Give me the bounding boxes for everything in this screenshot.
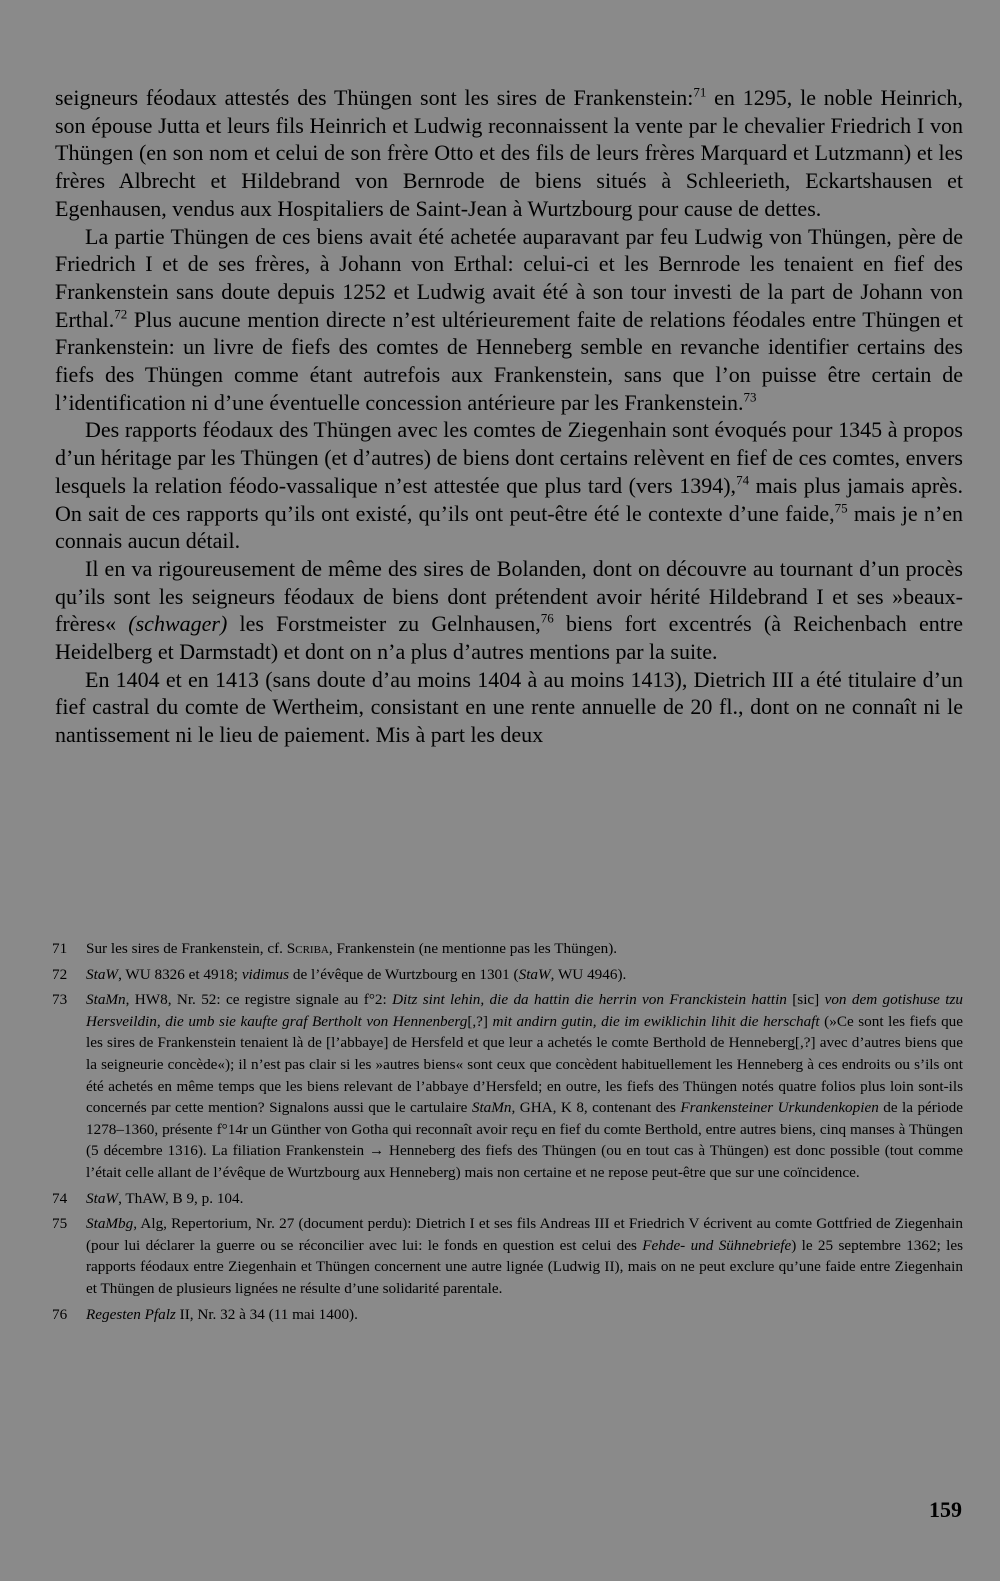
italic-run: Ditz sint lehin, die da hattin die herrin von Franckistein hattin bbox=[392, 991, 787, 1009]
italic-run: StaMn bbox=[86, 991, 126, 1009]
footnote bbox=[52, 1304, 963, 1326]
paragraph bbox=[55, 555, 963, 666]
text-run: Plus aucune mention directe n’est ultérieurement faite de relations féodales entre Thüngen et Frankenstein: un livre de fiefs des comtes de Henneberg semble en revanche identifier certains des fiefs des Thüngen comme étant autrefois aux Frankenstein, sans que l’on puisse être certain de l’identification ni d’une éventuelle concession antérieure par les Frankenstein. bbox=[55, 306, 963, 415]
text-run: biens fort excentrés (à Reichenbach entre Heidelberg et Darmstadt) et dont on n’a plus d’autres mentions par la suite. bbox=[55, 611, 963, 665]
text-run: de la période 1278–1360, présente f°14r un Günther von Gotha qui reconnaît avoir reçu en fief du comte Berthold, entre autres biens, cinq manses à Thüngen (5 décembre 1316). La filiation Frankenstein → Henneberg des fiefs des Thüngen (ou en tout cas à Thüngen) est donc possible (tout comme l’était celle allant de l’évêque de Wurtzbourg aux Henneberg) mais non certaine et ne repose peut-être que sur une coïncidence. bbox=[86, 1099, 963, 1181]
text-run: Sur les sires de Frankenstein, cf. bbox=[86, 940, 287, 957]
footnote-ref: 72 bbox=[114, 306, 128, 322]
italic-run: StaMn bbox=[471, 1099, 512, 1117]
text-run: Il en va rigoureusement de même des sires de Bolanden, dont on découvre au tournant d’un procès qu’ils sont les seigneurs féodaux de biens dont prétendent avoir hérité Hildebrand I et ses »beaux-frères« bbox=[55, 555, 963, 637]
italic-run: StaW bbox=[86, 965, 119, 983]
text-run: les Forstmeister zu Gelnhausen, bbox=[227, 611, 541, 637]
footnote-ref: 75 bbox=[834, 500, 848, 516]
text-run: Des rapports féodaux des Thüngen avec les comtes de Ziegenhain sont évoqués pour 1345 à propos d’un héritage par les Thüngen (et d’autres) de biens dont certains relèvent en fief de ces comtes, envers lesquels la relation féodo-vassalique n’est attestée que plus tard (vers 1394), bbox=[55, 417, 963, 498]
footnote-text bbox=[86, 1213, 963, 1299]
footnote-number: 74 bbox=[52, 1189, 68, 1207]
footnote-text bbox=[86, 938, 963, 960]
footnote bbox=[52, 1213, 963, 1299]
footnote bbox=[52, 938, 963, 960]
paragraph bbox=[55, 416, 963, 555]
text-run: mais plus jamais après. On sait de ces rapports qu’ils ont existé, qu’ils ont peut-être été le contexte d’une faide, bbox=[55, 472, 963, 526]
footnote-text bbox=[86, 964, 963, 986]
footnote-ref: 73 bbox=[743, 389, 757, 405]
text-run: , Frankenstein (ne mentionne pas les Thüngen). bbox=[328, 940, 618, 957]
italic-run: Frankensteiner Urkundenkopien bbox=[680, 1099, 879, 1117]
text-run: , WU 8326 et 4918; bbox=[118, 965, 242, 983]
footnote-number: 75 bbox=[52, 1215, 68, 1233]
italic-run: StaW bbox=[518, 965, 551, 983]
footnotes bbox=[52, 938, 963, 1329]
footnote-ref: 71 bbox=[693, 84, 707, 100]
footnote-number: 72 bbox=[52, 965, 68, 983]
text-run: , Alg, Repertorium, Nr. 27 (document perdu): Dietrich I et ses fils Andreas III et Friedrich V écrivent au comte Gottfried de Ziegenhain (pour lui déclarer la guerre ou se réconcilier avec lui: le fonds en question est celui des bbox=[86, 1215, 963, 1254]
footnote bbox=[52, 1188, 963, 1210]
italic-run: vidimus bbox=[241, 965, 290, 983]
main-text bbox=[55, 84, 963, 749]
text-run: seigneurs féodaux attestés des Thüngen sont les sires de Frankenstein: bbox=[55, 85, 694, 110]
text-run: La partie Thüngen de ces biens avait été achetée auparavant par feu Ludwig von Thüngen, père de Friedrich I et de ses frères, à Johann von Erthal: celui-ci et les Bernrode les tenaient en fief des Frankenstein sans doute depuis 1252 et Ludwig avait été à son tour investi de la part de Johann von Erthal. bbox=[55, 223, 963, 332]
paragraph bbox=[55, 84, 963, 223]
footnote-text bbox=[86, 989, 963, 1183]
italic-run: Fehde- und Sühnebriefe bbox=[642, 1236, 792, 1254]
footnote-number: 71 bbox=[52, 940, 68, 957]
text-run: , ThAW, B 9, p. 104. bbox=[118, 1189, 244, 1207]
footnote-ref: 76 bbox=[540, 611, 554, 627]
page-number: 159 bbox=[929, 1497, 962, 1522]
text-run: En 1404 et en 1413 (sans doute d’au moins 1404 à au moins 1413), Dietrich III a été titulaire d’un fief castral du comte de Wertheim, consistant en une rente annuelle de 20 fl., dont on ne connaît ni le nantissement ni le lieu de paiement. Mis à part les deux bbox=[55, 666, 963, 748]
paragraph bbox=[55, 223, 963, 417]
text-run: (»Ce sont les fiefs que les sires de Frankenstein tenaient là de [l’abbaye] de Hersfeld et que leur a achetés le comte Berthold de Henneberg[,?] avec d’autres biens que la seigneurie concède«); il n’est pas clair si les »autres biens« sont ceux que concèdent habituellement les Henneberg à ces endroits ou s’ils ont été achetés en même temps que les biens relevant de l’abbaye d’Hersfeld; en outre, les fiefs des Thüngen notés quatre folios plus loin sont-ils concernés par cette mention? Signalons aussi que le cartulaire bbox=[86, 1012, 964, 1117]
footnote bbox=[52, 989, 963, 1183]
italic-run: (schwager) bbox=[128, 611, 228, 637]
text-run: [,?] bbox=[467, 1012, 493, 1030]
paragraph bbox=[55, 666, 963, 749]
text-run: de l’évêque de Wurtzbourg en 1301 ( bbox=[289, 965, 519, 983]
text-run: ) le 25 septembre 1362; les rapports féodaux entre Ziegenhain et Thüngen concernent une autre lignée (Ludwig II), mais on ne peut exclure qu’une faide entre Ziegenhain et Thüngen de plusieurs lignées ne résulte d’une solidarité parentale. bbox=[86, 1236, 963, 1297]
footnote-number: 76 bbox=[52, 1305, 68, 1323]
text-run: mais je n’en connais aucun détail. bbox=[55, 500, 963, 554]
footnote-text bbox=[86, 1188, 963, 1210]
italic-run: mit andirn gutin, die im ewiklichin lihit die herschaft bbox=[492, 1012, 820, 1030]
text-run: II, Nr. 32 à 34 (11 mai 1400). bbox=[175, 1305, 358, 1323]
text-run: , GHA, K 8, contenant des bbox=[511, 1099, 681, 1117]
text-run: , HW8, Nr. 52: ce registre signale au f°2: bbox=[125, 991, 393, 1009]
footnote-text bbox=[86, 1304, 963, 1326]
italic-run: Regesten Pfalz bbox=[86, 1305, 176, 1323]
italic-run: StaW bbox=[86, 1189, 119, 1207]
italic-run: von dem gotishuse tzu Hersveildin, die umb sie kaufte graf Bertholt von Hennenberg bbox=[86, 991, 963, 1030]
text-run: , WU 4946). bbox=[550, 965, 627, 983]
italic-run: StaMbg bbox=[86, 1215, 134, 1233]
footnote-ref: 74 bbox=[736, 472, 750, 488]
footnote-number: 73 bbox=[52, 991, 68, 1009]
text-run: en 1295, le noble Heinrich, son épouse Jutta et leurs fils Heinrich et Ludwig reconnaissent la vente par le chevalier Friedrich I von Thüngen (en son nom et celui de son frère Otto et des fils de leurs frères Marquard et Lutzmann) et les frères Albrecht et Hildebrand von Bernrode de biens situés à Schleerieth, Eckartshausen et Egenhausen, vendus aux Hospitaliers de Saint-Jean à Wurtzbourg pour cause de dettes. bbox=[55, 85, 963, 221]
text-run: [sic] bbox=[786, 991, 825, 1009]
footnote bbox=[52, 964, 963, 986]
small-caps-run: Scriba bbox=[286, 940, 329, 957]
